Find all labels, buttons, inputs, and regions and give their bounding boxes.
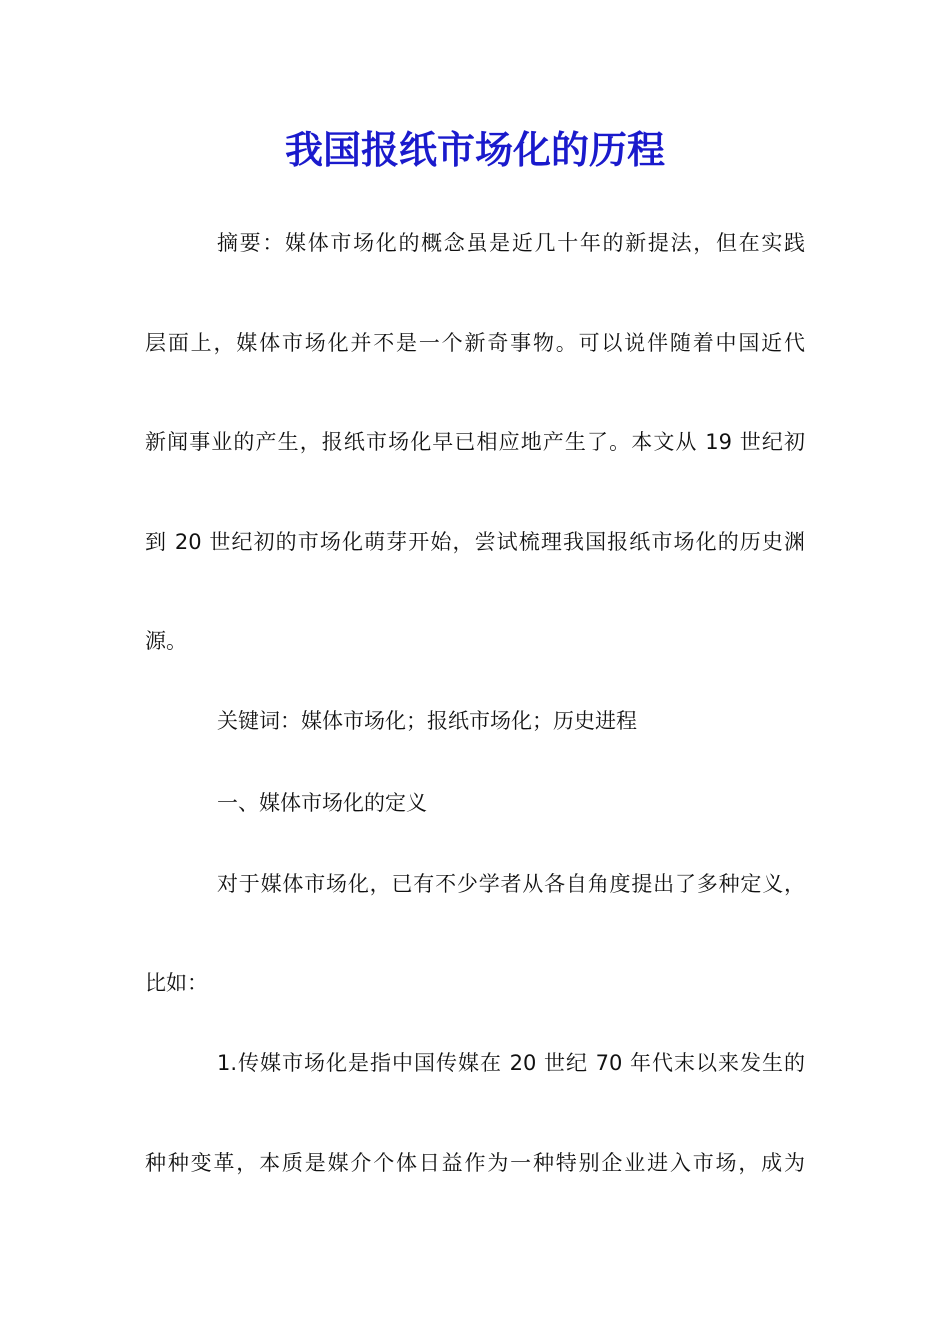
abstract-line-5: 源。 [145, 629, 187, 653]
keywords-line: 关键词：媒体市场化；报纸市场化；历史进程 [217, 709, 637, 733]
abstract-line-1: 摘要：媒体市场化的概念虽是近几十年的新提法，但在实践 [217, 231, 805, 255]
paragraph-line-1: 对于媒体市场化，已有不少学者从各自角度提出了多种定义， [217, 872, 805, 896]
abstract-line-3: 新闻事业的产生，报纸市场化早已相应地产生了。本文从 19 世纪初 [145, 430, 805, 454]
document-title: 我国报纸市场化的历程 [284, 127, 665, 172]
abstract-line-2: 层面上，媒体市场化并不是一个新奇事物。可以说伴随着中国近代 [145, 331, 805, 355]
definition-line-2: 种种变革，本质是媒介个体日益作为一种特别企业进入市场，成为 [145, 1151, 805, 1175]
section-heading: 一、媒体市场化的定义 [217, 791, 427, 815]
definition-line-1: 1.传媒市场化是指中国传媒在 20 世纪 70 年代末以来发生的 [217, 1051, 805, 1075]
paragraph-line-2: 比如： [145, 971, 208, 995]
abstract-line-4: 到 20 世纪初的市场化萌芽开始，尝试梳理我国报纸市场化的历史渊 [145, 530, 805, 554]
